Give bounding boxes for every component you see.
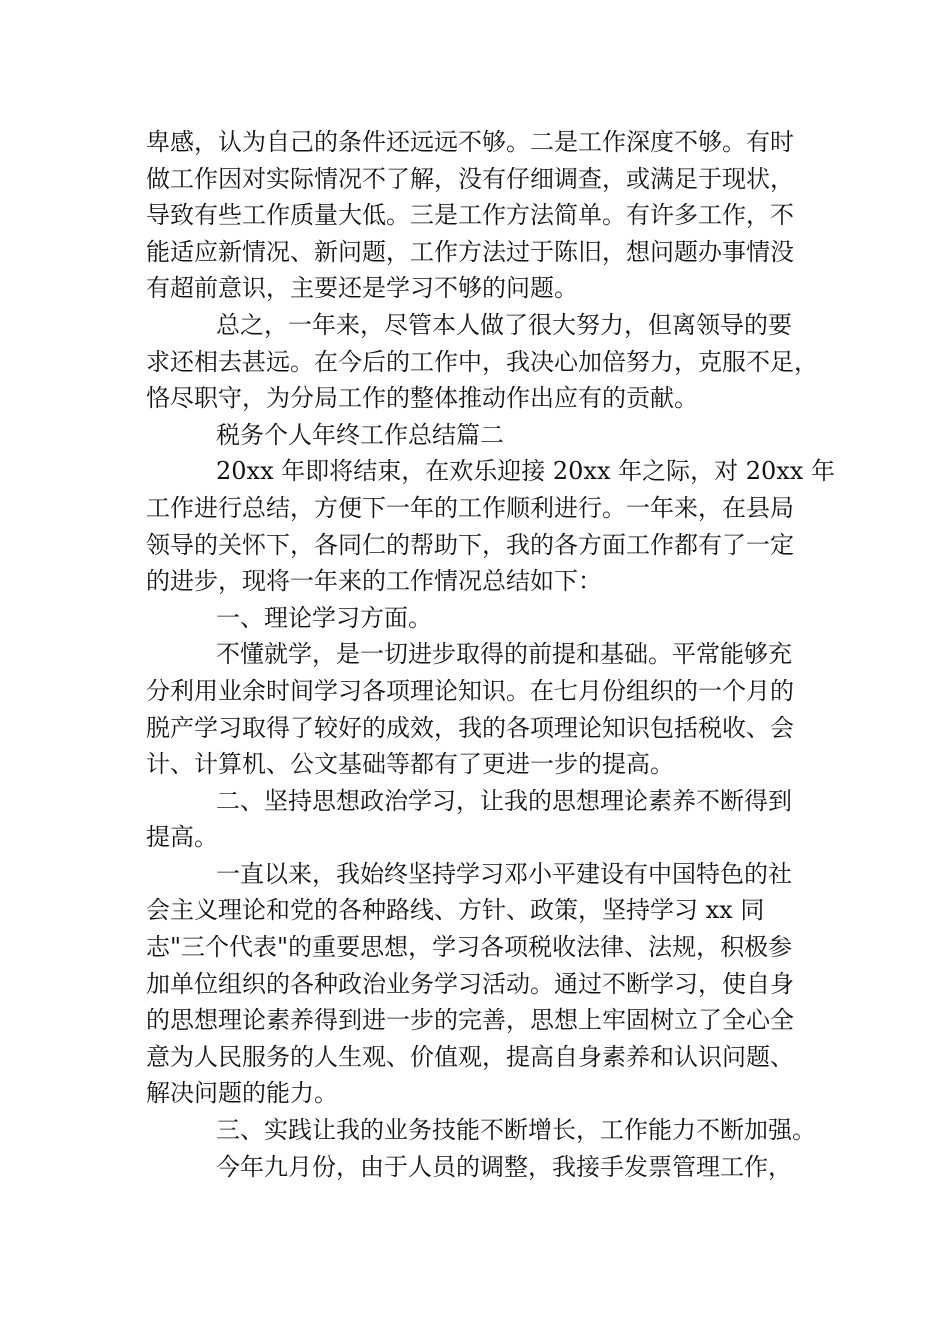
text-line: 卑感，认为自己的条件还远远不够。二是工作深度不够。有时 [146,128,794,156]
text-line: 意为人民服务的人生观、价值观，提高自身素养和认识问题、 [146,1042,794,1071]
text-line: 会主义理论和党的各种路线、方针、政策，坚持学习 xx 同 [146,896,765,925]
text-line: 做工作因对实际情况不了解，没有仔细调查，或满足于现状， [146,164,794,193]
text-line: 的进步，现将一年来的工作情况总结如下： [146,567,602,596]
text-line: 今年九月份，由于人员的调整，我接手发票管理工作， [216,1152,792,1181]
text-line: 导致有些工作质量大低。三是工作方法简单。有许多工作，不 [146,201,794,230]
text-line: 能适应新情况、新问题，工作方法过于陈旧，想问题办事情没 [146,237,794,266]
text-line: 计、计算机、公文基础等都有了更进一步的提高。 [146,750,674,779]
text-line: 工作进行总结，方便下一年的工作顺利进行。一年来，在县局 [146,493,794,522]
text-line: 解决问题的能力。 [146,1079,338,1108]
text-line: 的思想理论素养得到进一步的完善，思想上牢固树立了全心全 [146,1006,794,1035]
text-line: 总之，一年来，尽管本人做了很大努力，但离领导的要 [216,310,792,339]
text-line: 20xx 年即将结束，在欢乐迎接 20xx 年之际，对 20xx 年 [216,457,835,486]
text-line: 税务个人年终工作总结篇二 [216,420,504,449]
document-body [146,124,836,1185]
text-line: 三、实践让我的业务技能不断增长，工作能力不断加强。 [216,1116,816,1145]
text-line: 加单位组织的各种政治业务学习活动。通过不断学习，使自身 [146,969,794,998]
text-line: 提高。 [146,823,218,852]
text-line: 一、理论学习方面。 [216,603,432,632]
text-line: 一直以来，我始终坚持学习邓小平建设有中国特色的社 [216,859,792,888]
text-line: 求还相去甚远。在今后的工作中，我决心加倍努力，克服不足， [146,347,818,376]
text-line: 二、坚持思想政治学习，让我的思想理论素养不断得到 [216,786,792,815]
text-line: 分利用业余时间学习各项理论知识。在七月份组织的一个月的 [146,676,794,705]
text-line: 恪尽职守，为分局工作的整体推动作出应有的贡献。 [146,384,698,413]
text-line: 有超前意识，主要还是学习不够的问题。 [146,274,578,303]
text-line: 志"三个代表"的重要思想，学习各项税收法律、法规，积极参 [146,933,793,962]
text-line: 领导的关怀下，各同仁的帮助下，我的各方面工作都有了一定 [146,530,794,559]
text-line: 不懂就学，是一切进步取得的前提和基础。平常能够充 [216,640,792,669]
text-line: 脱产学习取得了较好的成效，我的各项理论知识包括税收、会 [146,713,794,742]
